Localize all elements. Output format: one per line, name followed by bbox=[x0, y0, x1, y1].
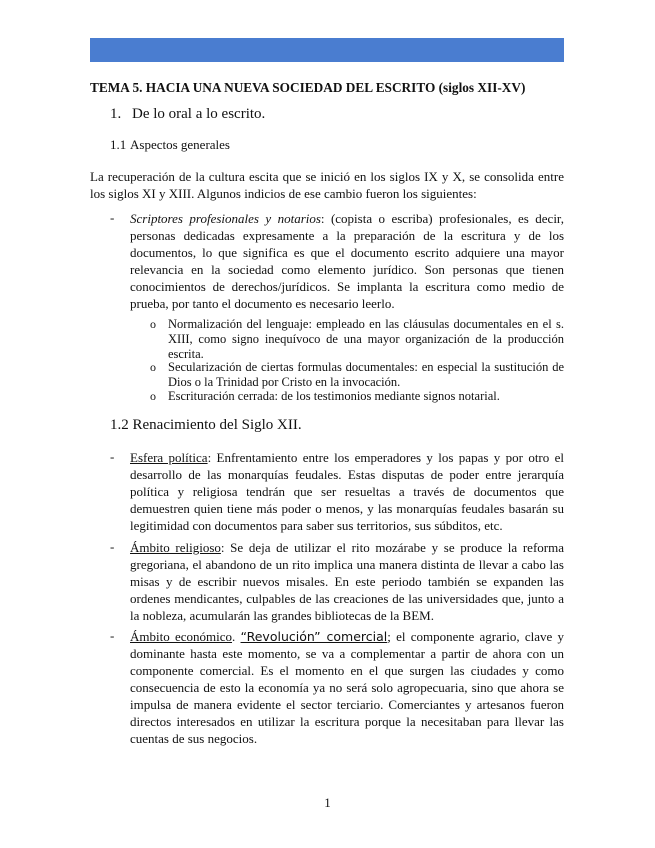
bullet-body bbox=[130, 539, 564, 624]
intro-paragraph: La recuperación de la cultura escita que se inició en los siglos IX y X, se consolida entre los siglos XI y XIII. Algunos indicios de ese cambio fueron los siguientes: bbox=[90, 169, 564, 201]
sub-item-text: Escrituración cerrada: de los testimonios mediante signos notarial. bbox=[168, 389, 500, 403]
bullet-text: : Se deja de utilizar el rito mozárabe y se produce la reforma gregoriana, el abandono de un rito implica una manera distinta de llevar a cabo las misas y de escribir nuevos misales. En este periodo también se expanden las ordenes mendicantes, culpables de las creaciones de las universidades que, junto a la nobleza, acumularán las grandes bibliotecas de la BEM. bbox=[130, 540, 564, 623]
bullet-text: : Enfrentamiento entre los emperadores y los papas y por otro el desarrollo de las monarquías feudales. Estas disputas de poder entre jerarquía política y religiosa tendrán que ser resueltas a través de documentos que demuestren quien tiene más poder o menos, y las monarquías feudales basarán su legitimidad con documentos para saber sus territorios, sus súbditos, etc. bbox=[130, 450, 565, 533]
bullet-ambito-religioso bbox=[110, 539, 564, 624]
subsection-number: 1.1 bbox=[110, 137, 127, 152]
subsection-title: Aspectos generales bbox=[130, 137, 230, 152]
sub-item bbox=[150, 360, 564, 390]
sub-item-text: Normalización del lenguaje: empleado en las cláusulas documentales en el s. XIII, como signo inequívoco de una mayor organización de la producción escrita. bbox=[168, 317, 564, 361]
bullet-dash: - bbox=[110, 449, 115, 464]
section-title: De lo oral a lo escrito. bbox=[132, 106, 266, 122]
sub-item-text: Secularización de ciertas formulas documentales: en especial la sustitución de Dios o la Trinidad por Cristo en la invocación. bbox=[168, 360, 564, 389]
bullet-text: : (copista o escriba) profesionales, es decir, personas dedicadas expresamente a la preparación de la escritura y de los documentos, lo que significa es que el documento escrito adquiere una mayor relevancia en la sociedad como elemento jurídico. Son personas que tienen conocimientos de derechos/jurídicos. Se implanta la escritura como medio de prueba, por tanto el documento es necesario leerlo. bbox=[130, 211, 564, 311]
bullet-dash: - bbox=[110, 628, 115, 643]
subsection-heading-1-1 bbox=[110, 137, 230, 153]
page-number: 1 bbox=[324, 795, 331, 810]
bullet-term: Esfera política bbox=[130, 450, 208, 465]
sub-item-marker: o bbox=[150, 389, 156, 403]
bullet-term: Ámbito religioso bbox=[130, 540, 221, 555]
bullet-dash: - bbox=[110, 539, 115, 554]
bullet-body bbox=[130, 449, 564, 534]
sub-item-marker: o bbox=[150, 360, 156, 374]
bullet-esfera-politica bbox=[110, 449, 564, 534]
page-title: TEMA 5. HACIA UNA NUEVA SOCIEDAD DEL ESCRITO (siglos XII-XV) bbox=[90, 80, 526, 95]
bullet-quote: “Revolución” comercial bbox=[240, 629, 388, 644]
section-number: 1. bbox=[110, 106, 122, 122]
bullet-dash: - bbox=[110, 210, 115, 225]
sub-item bbox=[150, 389, 564, 404]
bullet-body bbox=[130, 210, 564, 312]
bullet-scriptores bbox=[110, 210, 564, 312]
bullet-ambito-economico bbox=[110, 628, 564, 747]
bullet-body bbox=[130, 628, 564, 747]
section-heading-1 bbox=[110, 106, 265, 123]
header-banner bbox=[90, 38, 564, 62]
sub-item bbox=[150, 317, 564, 362]
bullet-term: Ámbito económico bbox=[130, 629, 233, 644]
bullet-term: Scriptores profesionales y notarios bbox=[130, 211, 321, 226]
bullet-text: ; el componente agrario, clave y dominante hasta este momento, se va a complementar a partir de ahora con un componente comercial. Es el momento en el que surgen las ciudades y como consecuencia de esto la economía ya no será solo agropecuaria, sino que ahora se impulsa de manera evidente el sector terciario. Comerciantes y artesanos fueron directos interesados en utilizar la escritura porque la necesitaban para llevar las cuentas de sus negocios. bbox=[130, 629, 565, 746]
sub-item-marker: o bbox=[150, 317, 156, 331]
bullet-term-separator: . bbox=[232, 629, 241, 644]
subsection-heading-1-2: 1.2 Renacimiento del Siglo XII. bbox=[110, 417, 302, 433]
